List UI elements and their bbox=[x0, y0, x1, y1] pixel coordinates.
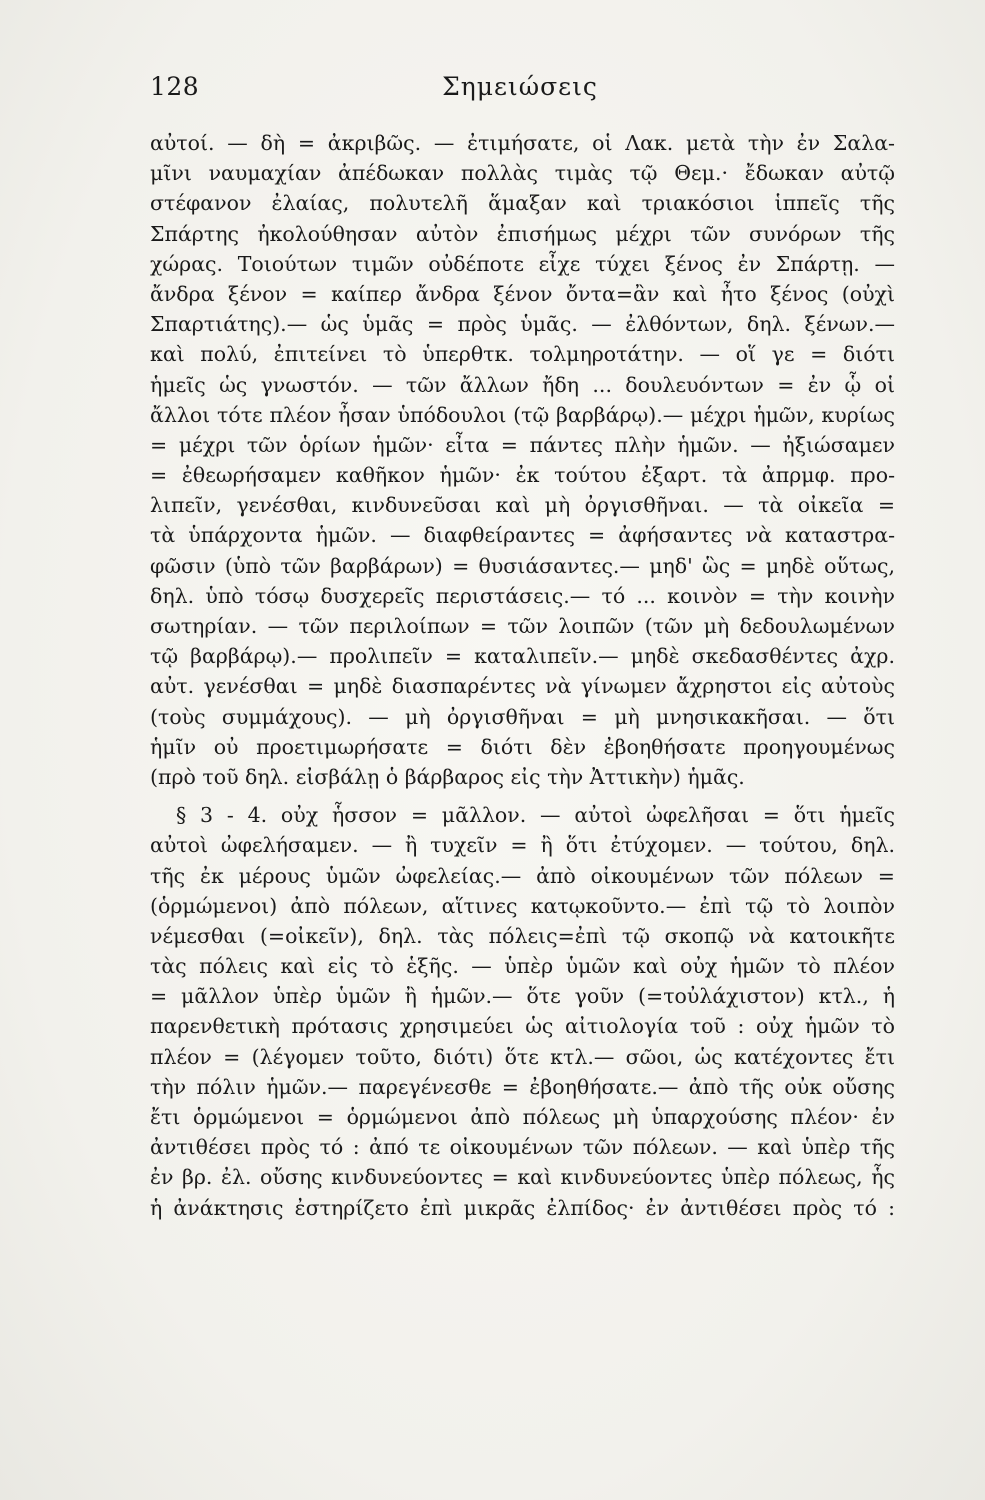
notes-body bbox=[150, 128, 895, 1223]
text-line: παρενθετικὴ πρότασις χρησιμεύει ὡς αἰτιολογία τοῦ : οὐχ ἡμῶν τὸ bbox=[150, 1014, 895, 1039]
text-line: ἔτι ὁρμώμενοι = ὁρμώμενοι ἀπὸ πόλεως μὴ ὑπαρχούσης πλέον· ἐν bbox=[150, 1105, 895, 1129]
text-line: τῆς ἐκ μέρους ὑμῶν ὠφελείας.— ἀπὸ οἰκουμένων τῶν πόλεων = bbox=[150, 863, 895, 888]
running-title: Σημειώσεις bbox=[442, 72, 598, 101]
text-line: στέφανον ἐλαίας, πολυτελῆ ἅμαξαν καὶ τριακόσιοι ἱππεῖς τῆς bbox=[150, 191, 895, 216]
text-line: πλέον = (λέγομεν τοῦτο, διότι) ὅτε κτλ.— σῶοι, ὡς κατέχοντες ἔτι bbox=[150, 1044, 895, 1069]
text-line: νέμεσθαι (=οἰκεῖν), δηλ. τὰς πόλεις=ἐπὶ τῷ σκοπῷ νὰ κατοικῆτε bbox=[150, 923, 895, 948]
text-line: φῶσιν (ὑπὸ τῶν βαρβάρων) = θυσιάσαντες.— μηδ' ὣς = μηδὲ οὕτως, bbox=[150, 553, 895, 578]
text-line: ἀντιθέσει πρὸς τό : ἀπό τε οἰκουμένων τῶν πόλεων. — καὶ ὑπὲρ τῆς bbox=[150, 1135, 895, 1160]
text-line: ἡ ἀνάκτησις ἐστηρίζετο ἐπὶ μικρᾶς ἐλπίδος· ἐν ἀντιθέσει πρὸς τό : bbox=[150, 1195, 895, 1220]
text-line: ἡμεῖς ὡς γνωστόν. — τῶν ἄλλων ἤδη ... δουλευόντων = ἐν ᾧ οἱ bbox=[150, 372, 895, 397]
text-line: αὐτοὶ ὠφελήσαμεν. — ἢ τυχεῖν = ἢ ὅτι ἐτύχομεν. — τούτου, δηλ. bbox=[150, 833, 895, 858]
page-header bbox=[150, 72, 890, 112]
text-line: (ὁρμώμενοι) ἀπὸ πόλεων, αἵτινες κατῳκοῦντο.— ἐπὶ τῷ τὸ λοιπὸν bbox=[150, 893, 895, 918]
text-line: ἡμῖν οὐ προετιμωρήσατε = διότι δὲν ἐβοηθήσατε προηγουμένως bbox=[150, 734, 895, 759]
text-line: αὐτοί. — δὴ = ἀκριβῶς. — ἐτιμήσατε, οἱ Λακ. μετὰ τὴν ἐν Σαλα- bbox=[150, 131, 895, 155]
text-line: τὰς πόλεις καὶ εἰς τὸ ἑξῆς. — ὑπὲρ ὑμῶν καὶ οὐχ ἡμῶν τὸ πλέον bbox=[150, 954, 895, 979]
text-line: σωτηρίαν. — τῶν περιλοίπων = τῶν λοιπῶν (τῶν μὴ δεδουλωμένων bbox=[150, 614, 895, 638]
text-line: Σπαρτιάτης).— ὡς ὑμᾶς = πρὸς ὑμᾶς. — ἐλθόντων, δηλ. ξένων.— bbox=[150, 312, 895, 337]
text-line: μῖνι ναυμαχίαν ἀπέδωκαν πολλὰς τιμὰς τῷ Θεμ.· ἔδωκαν αὐτῷ bbox=[150, 161, 895, 186]
text-line: ἐν βρ. ἐλ. οὔσης κινδυνεύοντες = καὶ κινδυνεύοντες ὑπὲρ πόλεως, ἧς bbox=[150, 1165, 895, 1190]
text-line: τῷ βαρβάρῳ).— προλιπεῖν = καταλιπεῖν.— μηδὲ σκεδασθέντες ἀχρ. bbox=[150, 644, 895, 669]
text-line: τὴν πόλιν ἡμῶν.— παρεγένεσθε = ἐβοηθήσατε.— ἀπὸ τῆς οὐκ οὔσης bbox=[150, 1074, 895, 1099]
text-line: δηλ. ὑπὸ τόσῳ δυσχερεῖς περιστάσεις.— τό ... κοινὸν = τὴν κοινὴν bbox=[150, 583, 895, 608]
text-line: ἄλλοι τότε πλέον ἦσαν ὑπόδουλοι (τῷ βαρβάρῳ).— μέχρι ἡμῶν, κυρίως bbox=[150, 402, 895, 427]
text-line: = μέχρι τῶν ὁρίων ἡμῶν· εἶτα = πάντες πλὴν ἡμῶν. — ἠξιώσαμεν bbox=[150, 432, 895, 457]
text-line: χώρας. Τοιούτων τιμῶν οὐδέποτε εἶχε τύχει ξένος ἐν Σπάρτῃ. — bbox=[150, 251, 895, 276]
text-line: ἄνδρα ξένον = καίπερ ἄνδρα ξένον ὄντα=ἂν καὶ ἦτο ξένος (οὐχὶ bbox=[150, 281, 895, 306]
paragraph-end-line: (πρὸ τοῦ δηλ. εἰσβάλῃ ὁ βάρβαρος εἰς τὴν Ἀττικὴν) ἡμᾶς. bbox=[150, 764, 745, 789]
page-number: 128 bbox=[150, 72, 200, 101]
text-line: λιπεῖν, γενέσθαι, κινδυνεῦσαι καὶ μὴ ὀργισθῆναι. — τὰ οἰκεῖα = bbox=[150, 493, 895, 518]
text-line: αὐτ. γενέσθαι = μηδὲ διασπαρέντες νὰ γίνωμεν ἄχρηστοι εἰς αὐτοὺς bbox=[150, 674, 895, 699]
text-line: = ἐθεωρήσαμεν καθῆκον ἡμῶν· ἐκ τούτου ἐξαρτ. τὰ ἀπρμφ. προ- bbox=[150, 463, 895, 488]
text-line: τὰ ὑπάρχοντα ἡμῶν. — διαφθείραντες = ἀφήσαντες νὰ καταστρα- bbox=[150, 523, 895, 548]
text-line: καὶ πολύ, ἐπιτείνει τὸ ὑπερθτκ. τολμηροτάτην. — οἵ γε = διότι bbox=[150, 342, 895, 367]
text-line: = μᾶλλον ὑπὲρ ὑμῶν ἢ ἡμῶν.— ὅτε γοῦν (=τοὐλάχιστον) κτλ., ἡ bbox=[150, 984, 895, 1009]
section-start-line: § 3 - 4. οὐχ ἧσσον = μᾶλλον. — αὐτοὶ ὠφελῆσαι = ὅτι ἡμεῖς bbox=[176, 803, 895, 828]
text-line: Σπάρτης ἠκολούθησαν αὐτὸν ἐπισήμως μέχρι τῶν συνόρων τῆς bbox=[150, 221, 895, 246]
text-line: (τοὺς συμμάχους). — μὴ ὀργισθῆναι = μὴ μνησικακῆσαι. — ὅτι bbox=[150, 704, 895, 729]
